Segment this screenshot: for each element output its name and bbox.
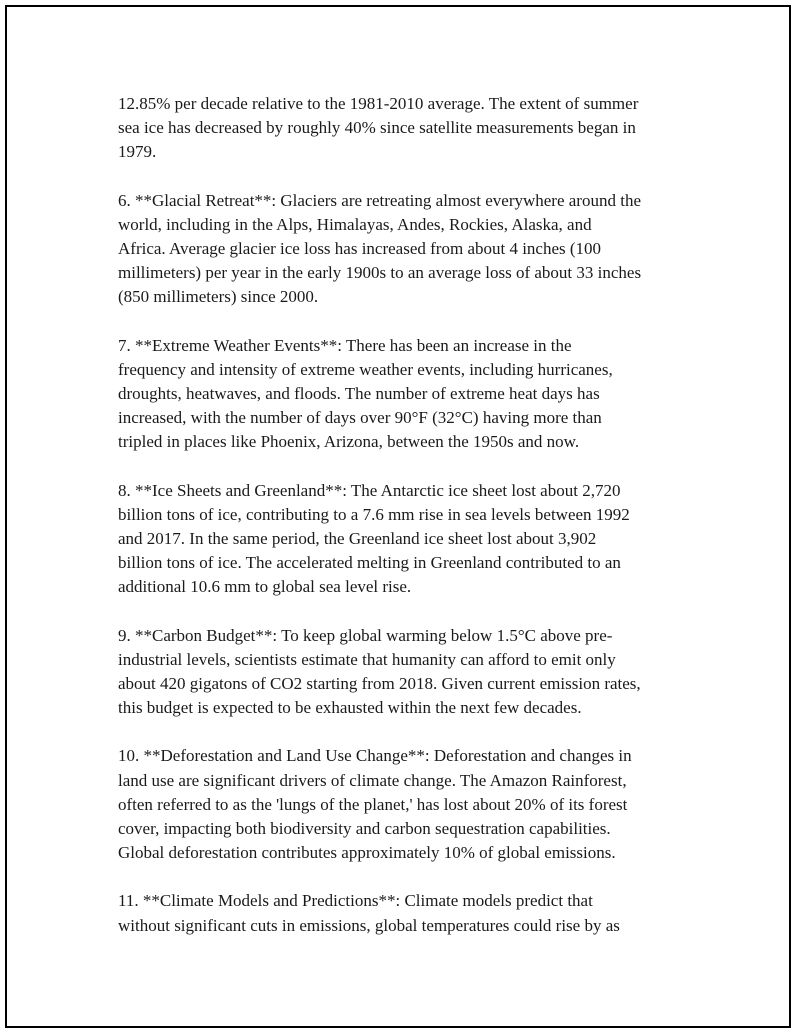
text-line: without significant cuts in emissions, global temperatures could rise by as <box>118 915 620 935</box>
text-line: 9. **Carbon Budget**: To keep global warming below 1.5°C above pre- <box>118 625 613 645</box>
text-line: land use are significant drivers of climate change. The Amazon Rainforest, <box>118 770 627 790</box>
paragraph-sea-ice-continued <box>118 92 688 165</box>
text-line: tripled in places like Phoenix, Arizona, between the 1950s and now. <box>118 432 580 452</box>
text-line: Africa. Average glacier ice loss has increased from about 4 inches (100 <box>118 239 602 259</box>
text-line: billion tons of ice, contributing to a 7.6 mm rise in sea levels between 1992 <box>118 504 630 524</box>
paragraph-glacial-retreat <box>118 189 688 310</box>
paragraph-extreme-weather <box>118 334 688 455</box>
text-line: 12.85% per decade relative to the 1981-2010 average. The extent of summer <box>118 94 639 113</box>
text-line: industrial levels, scientists estimate that humanity can afford to emit only <box>118 649 616 669</box>
text-line: billion tons of ice. The accelerated melting in Greenland contributed to an <box>118 553 621 573</box>
text-line: droughts, heatwaves, and floods. The number of extreme heat days has <box>118 384 600 404</box>
document-body <box>118 92 688 962</box>
text-line: often referred to as the 'lungs of the planet,' has lost about 20% of its forest <box>118 794 628 814</box>
text-line: additional 10.6 mm to global sea level rise. <box>118 577 412 597</box>
paragraph-deforestation <box>118 744 688 865</box>
text-line: cover, impacting both biodiversity and carbon sequestration capabilities. <box>118 819 611 839</box>
paragraph-climate-models <box>118 889 688 937</box>
paragraph-carbon-budget <box>118 624 688 721</box>
text-line: increased, with the number of days over 90°F (32°C) having more than <box>118 408 602 428</box>
paragraph-ice-sheets <box>118 479 688 600</box>
text-line: 11. **Climate Models and Predictions**: Climate models predict that <box>118 891 593 911</box>
text-line: Global deforestation contributes approximately 10% of global emissions. <box>118 843 616 863</box>
text-line: sea ice has decreased by roughly 40% since satellite measurements began in <box>118 118 636 138</box>
text-line: (850 millimeters) since 2000. <box>118 287 319 307</box>
text-line: 10. **Deforestation and Land Use Change**: Deforestation and changes in <box>118 746 632 766</box>
text-line: this budget is expected to be exhausted within the next few decades. <box>118 698 582 718</box>
text-line: and 2017. In the same period, the Greenland ice sheet lost about 3,902 <box>118 529 597 549</box>
text-line: about 420 gigatons of CO2 starting from 2018. Given current emission rates, <box>118 674 641 694</box>
text-line: millimeters) per year in the early 1900s to an average loss of about 33 inches <box>118 263 642 283</box>
text-line: world, including in the Alps, Himalayas, Andes, Rockies, Alaska, and <box>118 214 592 234</box>
text-line: 8. **Ice Sheets and Greenland**: The Antarctic ice sheet lost about 2,720 <box>118 480 621 500</box>
text-line: 1979. <box>118 142 157 162</box>
text-line: 7. **Extreme Weather Events**: There has been an increase in the <box>118 335 572 355</box>
text-line: 6. **Glacial Retreat**: Glaciers are retreating almost everywhere around the <box>118 190 641 210</box>
text-line: frequency and intensity of extreme weather events, including hurricanes, <box>118 359 613 379</box>
